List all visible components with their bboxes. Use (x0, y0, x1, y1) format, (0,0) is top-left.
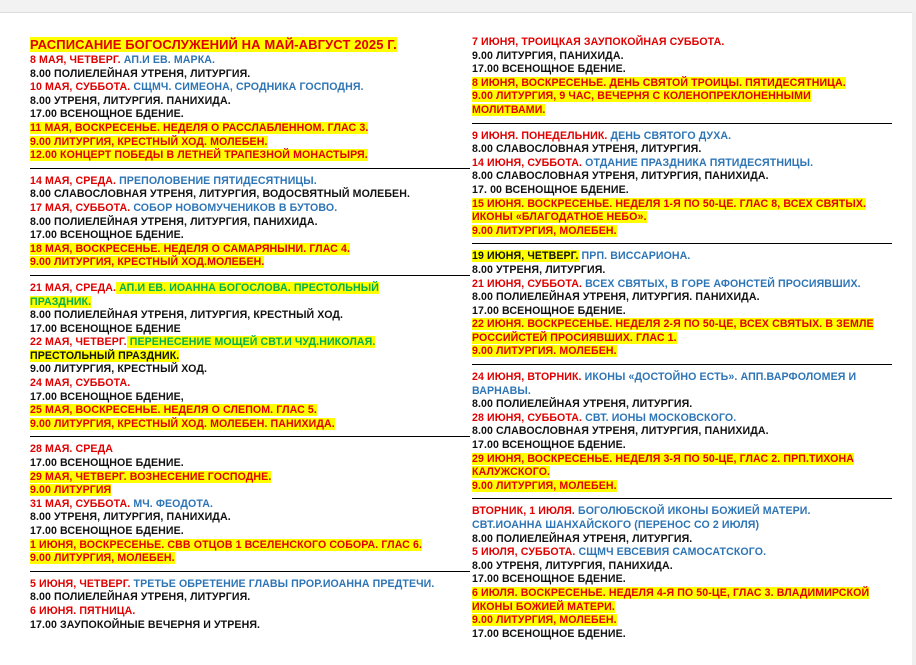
text-run: БОГОЛЮБСКОЙ ИКОНЫ БОЖИЕЙ МАТЕРИ. (574, 505, 811, 518)
text-run: 8.00 СЛАВОСЛОВНАЯ УТРЕНЯ, ЛИТУРГИЯ, ПАНИХИДА. (472, 425, 769, 438)
schedule-line (472, 505, 892, 519)
text-run: 17.00 ЗАУПОКОЙНЫЕ ВЕЧЕРНЯ И УТРЕНЯ. (30, 618, 261, 631)
schedule-line (472, 184, 892, 198)
schedule-line (472, 157, 892, 171)
text-run: ВАРНАВЫ. (472, 384, 531, 397)
schedule-line (30, 256, 470, 270)
schedule-line (472, 264, 892, 278)
text-run: 17.00 ВСЕНОЩНОЕ БДЕНИЕ. (30, 108, 184, 121)
text-run: 29 МАЯ, ЧЕТВЕРГ. ВОЗНЕСЕНИЕ ГОСПОДНЕ. (30, 470, 272, 483)
schedule-line (30, 605, 470, 619)
schedule-section (472, 250, 892, 365)
schedule-line (30, 471, 470, 485)
text-run: 17.00 ВСЕНОЩНОЕ БДЕНИЕ. (472, 304, 626, 317)
text-run: 25 МАЯ, ВОСКРЕСЕНЬЕ. НЕДЕЛЯ О СЛЕПОМ. ГЛАС 5. (30, 404, 317, 417)
schedule-line (30, 336, 470, 350)
text-run: ИКОНЫ «БЛАГОДАТНОЕ НЕБО». (472, 211, 647, 224)
schedule-line (472, 345, 892, 359)
schedule-line (472, 546, 892, 560)
schedule-line (30, 296, 470, 310)
schedule-line (472, 573, 892, 587)
text-run: 21 ИЮНЯ, СУББОТА. (472, 277, 583, 290)
schedule-line (472, 533, 892, 547)
schedule-line (30, 68, 470, 82)
text-run: 28 МАЯ. СРЕДА (30, 443, 113, 456)
schedule-line (30, 377, 470, 391)
text-run: 8.00 ПОЛИЕЛЕЙНАЯ УТРЕНЯ, ЛИТУРГИЯ, КРЕСТНЫЙ ХОД. (30, 309, 344, 322)
text-run: 9.00 ЛИТУРГИЯ, МОЛЕБЕН. (472, 224, 617, 237)
text-run: 8.00 УТРЕНЯ, ЛИТУРГИЯ, ПАНИХИДА. (472, 559, 673, 572)
schedule-line (30, 350, 470, 364)
text-run: 8.00 СЛАВОСЛОВНАЯ УТРЕНЯ, ЛИТУРГИЯ. (472, 143, 702, 156)
schedule-line (30, 216, 470, 230)
schedule-line (472, 385, 892, 399)
schedule-line (472, 332, 892, 346)
schedule-line (472, 278, 892, 292)
schedule-section (30, 282, 470, 438)
text-run: 17.00 ВСЕНОЩНОЕ БДЕНИЕ. (30, 457, 184, 470)
schedule-line (30, 122, 470, 136)
text-run: РОССИЙСТЕЙ ПРОСИЯВШИХ. ГЛАС 1. (472, 331, 677, 344)
schedule-line (30, 552, 470, 566)
schedule-line (472, 601, 892, 615)
text-run: 14 ИЮНЯ, СУББОТА. (472, 156, 583, 169)
text-run: 8.00 ПОЛИЕЛЕЙНАЯ УТРЕНЯ, ЛИТУРГИЯ. (472, 398, 693, 411)
text-run: 6 ИЮНЯ. ПЯТНИЦА. (30, 604, 136, 617)
text-run: ТРЕТЬЕ ОБРЕТЕНИЕ ГЛАВЫ ПРОР.ИОАННА ПРЕДТЕЧИ. (130, 577, 435, 590)
schedule-line (30, 363, 470, 377)
text-run: 9.00 ЛИТУРГИЯ, ПАНИХИДА. (472, 49, 624, 62)
text-run: 10 МАЯ, СУББОТА. (30, 81, 131, 94)
text-run: 7 ИЮНЯ, ТРОИЦКАЯ ЗАУПОКОЙНАЯ СУББОТА. (472, 36, 725, 48)
schedule-line (472, 466, 892, 480)
schedule-section (30, 443, 470, 571)
schedule-line (30, 282, 470, 296)
text-run: 12.00 КОНЦЕРТ ПОБЕДЫ В ЛЕТНЕЙ ТРАПЕЗНОЙ МОНАСТЫРЯ. (30, 149, 368, 162)
text-run: 8.00 СЛАВОСЛОВНАЯ УТРЕНЯ, ЛИТУРГИЯ, ВОДОСВЯТНЫЙ МОЛЕБЕН. (30, 188, 411, 201)
text-run: ПЕРЕНЕСЕНИЕ МОЩЕЙ СВТ.И ЧУД.НИКОЛАЯ. (126, 336, 376, 349)
schedule-line (472, 104, 892, 118)
text-run: ПРП. ВИССАРИОНА. (578, 250, 691, 263)
text-run: ВСЕХ СВЯТЫХ, В ГОРЕ АФОНСТЕЙ ПРОСИЯВШИХ. (582, 277, 861, 290)
schedule-line (472, 398, 892, 412)
text-run: 8.00 УТРЕНЯ, ЛИТУРГИЯ. (472, 263, 606, 276)
text-run: РАСПИСАНИЕ БОГОСЛУЖЕНИЙ НА МАЙ-АВГУСТ 2025 Г. (30, 37, 397, 52)
text-run: 8.00 ПОЛИЕЛЕЙНАЯ УТРЕНЯ, ЛИТУРГИЯ. ПАНИХИДА. (472, 291, 760, 304)
schedule-line (30, 54, 470, 68)
schedule-line (30, 309, 470, 323)
schedule-title (30, 36, 470, 54)
text-run: 8.00 ПОЛИЕЛЕЙНАЯ УТРЕНЯ, ЛИТУРГИЯ. (30, 591, 251, 604)
text-run: 9.00 ЛИТУРГИЯ. МОЛЕБЕН. (472, 345, 617, 358)
schedule-line (472, 453, 892, 467)
text-run: КАЛУЖСКОГО. (472, 466, 551, 479)
schedule-line (472, 143, 892, 157)
text-run: МЧ. ФЕОДОТА. (130, 497, 214, 510)
text-run: 15 ИЮНЯ. ВОСКРЕСЕНЬЕ. НЕДЕЛЯ 1-Я ПО 50-ЦЕ. ГЛАС 8, ВСЕХ СВЯТЫХ. (472, 197, 867, 210)
text-run: 8.00 ПОЛИЕЛЕЙНАЯ УТРЕНЯ, ЛИТУРГИЯ. (472, 532, 693, 545)
schedule-line (30, 108, 470, 122)
text-run: 24 МАЯ, СУББОТА. (30, 377, 131, 390)
schedule-line (30, 418, 470, 432)
schedule-line (472, 628, 892, 642)
text-run: 6 ИЮЛЯ. ВОСКРЕСЕНЬЕ. НЕДЕЛЯ 4-Я ПО 50-ЦЕ, ГЛАС 3. ВЛАДИМИРСКОЙ (472, 586, 870, 599)
schedule-line (30, 539, 470, 553)
text-run: 9 ИЮНЯ. ПОНЕДЕЛЬНИК. (472, 129, 608, 142)
text-run: АП.И ЕВ. МАРКА. (120, 54, 216, 66)
text-run: МОЛИТВАМИ. (472, 103, 546, 116)
text-run: СВТ.ИОАННА ШАНХАЙСКОГО (ПЕРЕНОС СО 2 ИЮЛЯ) (472, 519, 760, 531)
schedule-line (30, 323, 470, 337)
schedule-line (472, 425, 892, 439)
text-run: 9.00 ЛИТУРГИЯ, КРЕСТНЫЙ ХОД. (30, 363, 208, 376)
schedule-section (30, 36, 470, 169)
schedule-line (30, 229, 470, 243)
text-run: 17. 00 ВСЕНОЩНОЕ БДЕНИЕ. (472, 183, 629, 196)
text-run: 17.00 ВСЕНОЩНОЕ БДЕНИЕ. (472, 627, 626, 640)
schedule-line (472, 36, 892, 50)
text-run: СЩМЧ ЕВСЕВИЯ САМОСАТСКОГО. (575, 546, 767, 559)
text-run: ОТДАНИЕ ПРАЗДНИКА ПЯТИДЕСЯТНИЦЫ. (582, 156, 814, 169)
schedule-line (30, 391, 470, 405)
text-run: 24 ИЮНЯ, ВТОРНИК. (472, 371, 582, 384)
window-right-edge (912, 12, 916, 665)
schedule-column-left (30, 36, 470, 643)
schedule-line (472, 77, 892, 91)
schedule-line (30, 188, 470, 202)
schedule-line (30, 511, 470, 525)
schedule-line (472, 130, 892, 144)
schedule-line (472, 439, 892, 453)
schedule-line (30, 591, 470, 605)
text-run: 5 ИЮНЯ, ЧЕТВЕРГ. (30, 577, 131, 590)
text-run: 17.00 ВСЕНОЩНОЕ БДЕНИЕ. (472, 439, 626, 452)
schedule-line (30, 443, 470, 457)
text-run: 19 ИЮНЯ, ЧЕТВЕРГ. (472, 250, 579, 263)
schedule-line (30, 525, 470, 539)
text-run: ПРАЗДНИК. (30, 295, 92, 308)
schedule-line (30, 202, 470, 216)
schedule-line (30, 484, 470, 498)
schedule-line (472, 519, 892, 533)
text-run: ДЕНЬ СВЯТОГО ДУХА. (607, 129, 732, 142)
schedule-line (30, 149, 470, 163)
schedule-line (30, 81, 470, 95)
text-run: ВТОРНИК, 1 ИЮЛЯ. (472, 505, 575, 518)
text-run: 9.00 ЛИТУРГИЯ, МОЛЕБЕН. (472, 479, 617, 492)
schedule-line (472, 50, 892, 64)
text-run: 11 МАЯ, ВОСКРЕСЕНЬЕ. НЕДЕЛЯ О РАССЛАБЛЕННОМ. ГЛАС 3. (30, 121, 369, 134)
schedule-section (30, 578, 470, 637)
schedule-line (472, 412, 892, 426)
schedule-section (472, 371, 892, 499)
schedule-line (30, 619, 470, 633)
text-run: 9.00 ЛИТУРГИЯ, КРЕСТНЫЙ ХОД. МОЛЕБЕН. (30, 135, 268, 148)
text-run: СВТ. ИОНЫ МОСКОВСКОГО. (582, 411, 737, 424)
schedule-section (472, 505, 892, 646)
text-run: 22 ИЮНЯ. ВОСКРЕСЕНЬЕ. НЕДЕЛЯ 2-Я ПО 50-ЦЕ, ВСЕХ СВЯТЫХ. В ЗЕМЛЕ (472, 318, 874, 331)
text-run: ИКОНЫ «ДОСТОЙНО ЕСТЬ». АПП.ВАРФОЛОМЕЯ И (581, 371, 857, 384)
text-run: ПРЕПОЛОВЕНИЕ ПЯТИДЕСЯТНИЦЫ. (116, 174, 317, 187)
text-run: 5 ИЮЛЯ, СУББОТА. (472, 546, 576, 559)
text-run: 17.00 ВСЕНОЩНОЕ БДЕНИЕ (30, 322, 181, 335)
schedule-line (472, 371, 892, 385)
schedule-line (472, 250, 892, 264)
schedule-line (472, 198, 892, 212)
schedule-line (30, 175, 470, 189)
text-run: 9.00 ЛИТУРГИЯ, 9 ЧАС, ВЕЧЕРНЯ С КОЛЕНОПРЕКЛОНЕННЫМИ (472, 90, 811, 103)
text-run: 17.00 ВСЕНОЩНОЕ БДЕНИЕ. (472, 573, 626, 586)
schedule-section (472, 36, 892, 124)
text-run: 9.00 ЛИТУРГИЯ, МОЛЕБЕН. (30, 552, 175, 565)
schedule-line (472, 305, 892, 319)
schedule-line (472, 225, 892, 239)
text-run: 28 ИЮНЯ, СУББОТА. (472, 411, 583, 424)
text-run: 8 МАЯ, ЧЕТВЕРГ. (30, 54, 121, 66)
schedule-line (472, 291, 892, 305)
schedule-line (30, 404, 470, 418)
schedule-line (30, 95, 470, 109)
schedule-line (472, 211, 892, 225)
text-run: ПРЕСТОЛЬНЫЙ ПРАЗДНИК. (30, 349, 180, 362)
text-run: 8 ИЮНЯ, ВОСКРЕСЕНЬЕ. ДЕНЬ СВЯТОЙ ТРОИЦЫ. ПЯТИДЕСЯТНИЦА. (472, 76, 846, 89)
text-run: 9.00 ЛИТУРГИЯ, МОЛЕБЕН. (472, 614, 617, 627)
schedule-line (30, 136, 470, 150)
schedule-line (472, 90, 892, 104)
text-run: СЩМЧ. СИМЕОНА, СРОДНИКА ГОСПОДНЯ. (130, 81, 364, 94)
schedule-column-right (472, 36, 892, 652)
text-run: 14 МАЯ, СРЕДА. (30, 174, 117, 187)
schedule-line (472, 614, 892, 628)
text-run: 8.00 УТРЕНЯ, ЛИТУРГИЯ. ПАНИХИДА. (30, 94, 231, 107)
text-run: АП.И ЕВ. ИОАННА БОГОСЛОВА. ПРЕСТОЛЬНЫЙ (116, 281, 379, 294)
schedule-line (30, 498, 470, 512)
schedule-line (30, 578, 470, 592)
text-run: 9.00 ЛИТУРГИЯ (30, 484, 112, 497)
text-run: 17.00 ВСЕНОЩНОЕ БДЕНИЕ. (30, 229, 184, 242)
text-run: 17.00 ВСЕНОЩНОЕ БДЕНИЕ, (30, 390, 184, 403)
window-top-bar (0, 0, 916, 13)
text-run: 17.00 ВСЕНОЩНОЕ БДЕНИЕ. (30, 525, 184, 537)
schedule-line (472, 480, 892, 494)
text-run: 8.00 СЛАВОСЛОВНАЯ УТРЕНЯ, ЛИТУРГИЯ, ПАНИХИДА. (472, 170, 769, 183)
schedule-line (472, 560, 892, 574)
schedule-section (472, 130, 892, 245)
text-run: 8.00 УТРЕНЯ, ЛИТУРГИЯ, ПАНИХИДА. (30, 511, 231, 524)
text-run: 22 МАЯ, ЧЕТВЕРГ. (30, 336, 127, 349)
text-run: 18 МАЯ, ВОСКРЕСЕНЬЕ. НЕДЕЛЯ О САМАРЯНЫНИ. ГЛАС 4. (30, 242, 351, 255)
text-run: СОБОР НОВОМУЧЕНИКОВ В БУТОВО. (130, 201, 338, 214)
text-run: 9.00 ЛИТУРГИЯ, КРЕСТНЫЙ ХОД. МОЛЕБЕН. ПАНИХИДА. (30, 417, 335, 430)
text-run: 8.00 ПОЛИЕЛЕЙНАЯ УТРЕНЯ, ЛИТУРГИЯ. (30, 67, 251, 80)
text-run: 17.00 ВСЕНОЩНОЕ БДЕНИЕ. (472, 63, 626, 76)
schedule-line (472, 170, 892, 184)
text-run: 21 МАЯ, СРЕДА. (30, 281, 117, 294)
text-run: 31 МАЯ, СУББОТА. (30, 497, 131, 510)
text-run: 1 ИЮНЯ, ВОСКРЕСЕНЬЕ. СВВ ОТЦОВ 1 ВСЕЛЕНСКОГО СОБОРА. ГЛАС 6. (30, 538, 423, 551)
schedule-line (472, 587, 892, 601)
schedule-line (30, 243, 470, 257)
text-run: 8.00 ПОЛИЕЛЕЙНАЯ УТРЕНЯ, ЛИТУРГИЯ, ПАНИХИДА. (30, 215, 318, 228)
text-run: 29 ИЮНЯ, ВОСКРЕСЕНЬЕ. НЕДЕЛЯ 3-Я ПО 50-ЦЕ, ГЛАС 2. ПРП.ТИХОНА (472, 452, 855, 465)
text-run: 9.00 ЛИТУРГИЯ, КРЕСТНЫЙ ХОД.МОЛЕБЕН. (30, 256, 265, 269)
schedule-line (472, 318, 892, 332)
text-run: 17 МАЯ, СУББОТА. (30, 201, 131, 214)
schedule-section (30, 175, 470, 276)
schedule-line (30, 457, 470, 471)
text-run: ИКОНЫ БОЖИЕЙ МАТЕРИ. (472, 600, 615, 613)
schedule-line (472, 63, 892, 77)
